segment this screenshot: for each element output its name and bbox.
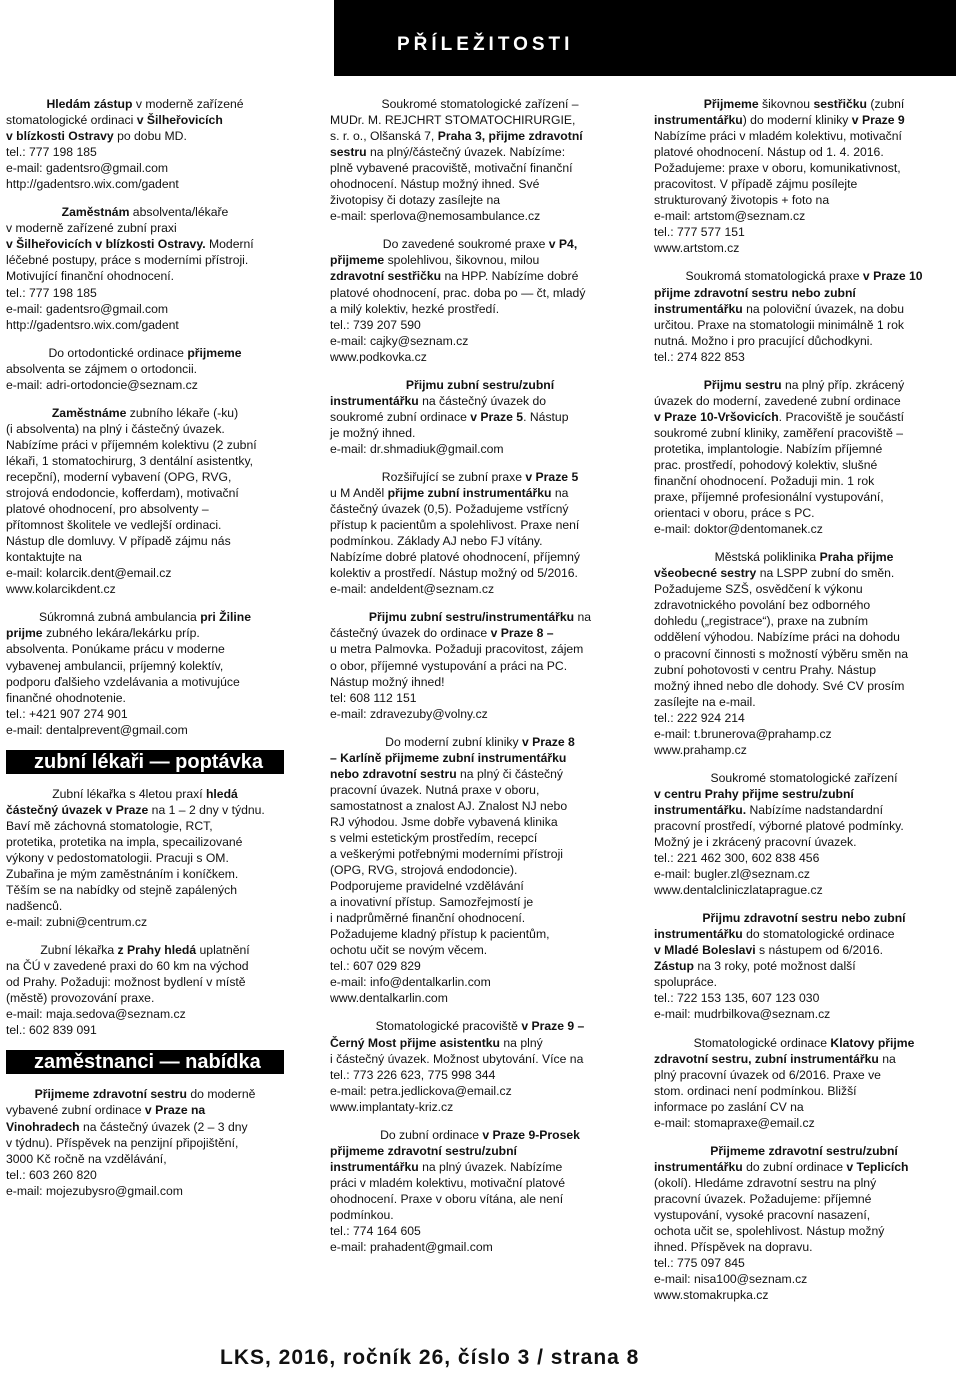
email-link[interactable]: e-mail: mojezubysro@gmail.com [6, 1183, 183, 1198]
ad-listing: Soukromá stomatologická praxe v Praze 10 přijme zdravotní sestru nebo zubní instrumentářku na poloviční úvazek, na dobu určitou. Praxe na stomatologii minimálně 1 rok nutná. Možno i pro pracující důchodkyni. tel.: 274 822 853 [654, 269, 923, 364]
ad-listing: Stomatologické ordinace Klatovy přijme zdravotní sestru, zubní instrumentářku na plný pracovní úvazek od 6/2016. Praxe ve stom. ordinaci není podmínkou. Bližší informace po zaslání CV na e-mail: stomapraxe@email.cz [654, 1035, 915, 1130]
web-link[interactable]: http://gadentsro.wix.com/gadent [6, 177, 179, 192]
email-link[interactable]: e-mail: andeldent@seznam.cz [330, 582, 495, 597]
ad-listing: Zaměstnáme zubního lékaře (-ku) (i absolventa) na plný i částečný úvazek. Nabízíme práci v příjemném kolektivu (2 zubní lékaři, 1 stomatochirurg, 3 dentální asistentky, recepční), moderní vybavení (OPG, RVG, strojová endodoncie, kofferdam), motivační platové ohodnocení, pro absolventy – přítomnost školitele ve vedlejší ordinaci. Nástup dle domluvy. V případě zájmu nás kontaktujte na e-mail: kolarcik.dent@email.cz www.kolarcikdent.cz [6, 405, 257, 597]
email-link[interactable]: e-mail: cajky@seznam.cz [330, 333, 469, 348]
email-link[interactable]: e-mail: prahadent@gmail.com [330, 1240, 493, 1255]
section-heading: zubní lékaři — poptávka [6, 750, 284, 774]
column-2 [330, 96, 630, 1267]
web-link[interactable]: www.dentalcliniczlataprague.cz [654, 883, 823, 898]
ad-listing: Přijmu sestru na plný příp. zkrácený úvazek do moderní, zavedené zubní ordinace v Praze 10-Vršovicích. Pracoviště je součástí soukromé zubní kliniky, zaměření pracoviště – protetika, implantologie. Nabízím příjemné prac. prostředí, pohodový kolektiv, slušné finanční ohodnocení. Požaduji min. 1 rok praxe, příjemné profesionální vystupování, orientaci v oboru, práce s PC. e-mail: doktor@dentomanek.cz [654, 377, 905, 537]
web-link[interactable]: www.stomakrupka.cz [654, 1288, 769, 1303]
ad-listing: Rozšiřující se zubní praxe v Praze 5 u M Anděl přijme zubní instrumentářku na částečný úvazek (0,5). Požadujeme vstřícný přístup k pacientům a spolehlivost. Praxe není podmínkou. Základy AJ nebo FJ vítány. Nabízíme dobré platové ohodnocení, příjemný kolektiv a prostředí. Nástup možný od 5/2016. e-mail: andeldent@seznam.cz [330, 469, 580, 597]
ad-listing: Přijmeme zdravotní sestru do moderně vybavené zubní ordinace v Praze na Vinohradech na částečný úvazek (2 – 3 dny v týdnu). Příspěvek na penzijní připojištění, 3000 Kč ročně na vzdělávání, tel.: 603 260 820 e-mail: mojezubysro@gmail.com [6, 1087, 256, 1198]
ad-listing: Hledám zástup v moderně zařízené stomatologické ordinaci v Šilheřovicích v blízkosti Ostravy po dobu MD. tel.: 777 198 185 e-mail: gadentsro@gmail.com http://gadentsro.wix.com/gadent [6, 97, 244, 192]
ad-listing: Zubní lékařka s 4letou praxí hledá částečný úvazek v Praze na 1 – 2 dny v týdnu. Baví mě záchovná stomatologie, RCT, protetika, protetika na impla, specailizované výkony v pedostomatologii. Pracuji s OM. Zubařina je mým zaměstnáním i koníčkem. Těším se na nabídky od stejně zapálených nadšenců. e-mail: zubni@centrum.cz [6, 786, 265, 930]
page-title: PŘÍLEŽITOSTI [397, 34, 574, 55]
ad-listing: Přijmu zubní sestru/instrumentářku na částečný úvazek do ordinace v Praze 8 – u metra Palmovka. Požaduji pracovitost, zájem o obor, příjemné vystupování a práci na PC. Nástup možný ihned! tel: 608 112 151 e-mail: zdravezuby@volny.cz [330, 610, 592, 721]
email-link[interactable]: e-mail: petra.jedlickova@email.cz [330, 1083, 512, 1098]
column-1 [6, 96, 284, 1211]
email-link[interactable]: e-mail: doktor@dentomanek.cz [654, 522, 823, 537]
web-link[interactable]: www.artstom.cz [654, 241, 740, 256]
email-link[interactable]: e-mail: dr.shmadiuk@gmail.com [330, 441, 504, 456]
email-link[interactable]: e-mail: nisa100@seznam.cz [654, 1272, 808, 1287]
email-link[interactable]: e-mail: stomapraxe@email.cz [654, 1115, 815, 1130]
column-3 [654, 96, 954, 1315]
web-link[interactable]: www.implantaty-kriz.cz [330, 1099, 454, 1114]
email-link[interactable]: e-mail: maja.sedova@seznam.cz [6, 1007, 186, 1022]
email-link[interactable]: e-mail: dentalprevent@gmail.com [6, 722, 188, 737]
ad-listing: Soukromé stomatologické zařízení v centru Prahy přijme sestru/zubní instrumentářku. Nabízíme nadstandardní pracovní prostředí, výborné platové podmínky. Možný je i zkrácený pracovní úvazek. tel.: 221 462 300, 602 838 456 e-mail: bugler.zl@seznam.cz www.dentalcliniczlataprague.cz [654, 770, 904, 898]
ad-listing: Do zavedené soukromé praxe v P4, přijmeme spolehlivou, šikovnou, milou zdravotní sestřičku na HPP. Nabízíme dobré platové ohodnocení, prac. doba po — čt, mladý a milý kolektiv, hezké prostředí. tel.: 739 207 590 e-mail: cajky@seznam.cz www.podkovka.cz [330, 237, 586, 364]
ad-listing: Soukromé stomatologické zařízení – MUDr. M. REJCHRT STOMATOCHIRURGIE, s. r. o., Olšanská 7, Praha 3, přijme zdravotní sestru na plný/částečný úvazek. Nabízíme: plně vybavené pracoviště, motivační finanční ohodnocení. Nástup možný ihned. Své životopisy či dotazy zasílejte na e-mail: sperlova@nemosambulance.cz [330, 97, 583, 224]
ad-listing: Městská poliklinika Praha přijme všeobecné sestry na LSPP zubní do směn. Požadujeme SZŠ, osvědčení k výkonu zdravotnického povolání bez odborného dohledu („registrace“), praxe na zubním oddělení výhodou. Nabízíme práci na dohodu o pracovní činnosti s možností výběru směn na zubní pohotovosti v centru Prahy. Nástup možný ihned nebo dle dohody. Své CV prosím zasílejte na e-mail. tel.: 222 924 214 e-mail: t.brunerova@prahamp.cz www.prahamp.cz [654, 550, 909, 757]
email-link[interactable]: e-mail: kolarcik.dent@email.cz [6, 566, 172, 581]
ad-listing: Súkromná zubná ambulancia pri Žiline prijme zubného lekára/lekárku príp. absolventa. Ponúkame prácu v moderne vybavenej ambulancii, príjemný kolektív, podporu ďalšieho vzdelávania a motivujúce finančné ohodnotenie. tel.: +421 907 274 901 e-mail: dentalprevent@gmail.com [6, 610, 252, 737]
ad-listing: Přijmeme zdravotní sestru/zubní instrumentářku do zubní ordinace v Teplicích (okolí). Hledáme zdravotní sestru na plný pracovní úvazek. Požadujeme: příjemné vystupování, vysoké pracovní nasazení, ochota učit se, spolehlivost. Nástup možný ihned. Příspěvek na dopravu. tel.: 775 097 845 e-mail: nisa100@seznam.cz www.stomakrupka.cz [654, 1143, 909, 1303]
ad-listing: Do ortodontické ordinace přijmeme absolventa se zájmem o ortodoncii. e-mail: adri-ortodoncie@seznam.cz [6, 345, 242, 392]
ad-listing: Přijmu zdravotní sestru nebo zubní instrumentářku do stomatologické ordinace v Mladé Boleslavi s nástupem od 6/2016. Zástup na 3 roky, poté možnost další spolupráce. tel.: 722 153 135, 607 123 030 e-mail: mudrbilkova@seznam.cz [654, 911, 906, 1022]
page-footer: LKS, 2016, ročník 26, číslo 3 / strana 8 [220, 1346, 640, 1369]
ad-listing: Zaměstnám absolventa/lékaře v moderně zařízené zubní praxi v Šilheřovicích v blízkosti Ostravy. Moderní léčebné postupy, práce s moderními přístroji. Motivující finanční ohodnocení. tel.: 777 198 185 e-mail: gadentsro@gmail.com http://gadentsro.wix.com/gadent [6, 205, 254, 332]
email-link[interactable]: e-mail: gadentsro@gmail.com [6, 161, 169, 176]
email-link[interactable]: e-mail: zdravezuby@volny.cz [330, 706, 488, 721]
web-link[interactable]: www.podkovka.cz [330, 349, 427, 364]
email-link[interactable]: e-mail: t.brunerova@prahamp.cz [654, 726, 832, 741]
web-link[interactable]: http://gadentsro.wix.com/gadent [6, 317, 179, 332]
ad-listing: Do zubní ordinace v Praze 9-Prosek přijmeme zdravotní sestru/zubní instrumentářku na plný úvazek. Nabízíme práci v mladém kolektivu, motivační platové ohodnocení. Praxe v oboru vítána, ale není podmínkou. tel.: 774 164 605 e-mail: prahadent@gmail.com [330, 1127, 580, 1255]
web-link[interactable]: www.kolarcikdent.cz [6, 582, 116, 597]
email-link[interactable]: e-mail: zubni@centrum.cz [6, 915, 148, 930]
email-link[interactable]: e-mail: mudrbilkova@seznam.cz [654, 1007, 831, 1022]
email-link[interactable]: e-mail: bugler.zl@seznam.cz [654, 867, 810, 882]
ad-listing: Přijmu zubní sestru/zubní instrumentářku na částečný úvazek do soukromé zubní ordinace v Praze 5. Nástup je možný ihned. e-mail: dr.shmadiuk@gmail.com [330, 377, 569, 456]
section-heading: zaměstnanci — nabídka [6, 1050, 284, 1074]
email-link[interactable]: e-mail: adri-ortodoncie@seznam.cz [6, 377, 198, 392]
email-link[interactable]: e-mail: info@dentalkarlin.com [330, 975, 491, 990]
email-link[interactable]: e-mail: artstom@seznam.cz [654, 209, 806, 224]
web-link[interactable]: www.prahamp.cz [654, 742, 747, 757]
ad-listing: Zubní lékařka z Prahy hledá uplatnění na ČÚ v zavedené praxi do 60 km na východ od Prahy. Požaduji: možnost bydlení v místě (městě) provozování praxe. e-mail: maja.sedova@seznam.cz tel.: 602 839 091 [6, 943, 250, 1038]
ad-listing: Přijmeme šikovnou sestřičku (zubní instrumentářku) do moderní kliniky v Praze 9 Nabízíme práci v mladém kolektivu, motivační platové ohodnocení. Nástup od 1. 4. 2016. Požadujeme: praxe v oboru, komunikativnost, pracovitost. V případě zájmu posílejte strukturovaný životopis + foto na e-mail: artstom@seznam.cz tel.: 777 577 151 www.artstom.cz [654, 97, 905, 256]
ad-listing: Stomatologické pracoviště v Praze 9 – Černý Most přijme asistentku na plný i částečný úvazek. Možnost ubytování. Více na tel.: 773 226 623, 775 998 344 e-mail: petra.jedlickova@email.cz www.implantaty-kriz.cz [330, 1019, 585, 1114]
ad-listing: Do moderní zubní kliniky v Praze 8 – Karlíně přijmeme zubní instrumentářku nebo zdravotní sestru na plný či částečný pracovní úvazek. Nutná praxe v oboru, samostatnost a znalost AJ. Znalost NJ nebo RJ výhodou. Jsme dobře vybavená klinika s velmi estetickým prostředím, recepcí a veškerými potřebnými moderními přístroji (OPG, RVG, strojová endodoncie). Podporujeme pravidelné vzdělávání a inovativní přístup. Samozřejmostí je i nadprůměrné finanční ohodnocení. Požadujeme kladný přístup k pacientům, ochotu učit se novým věcem. tel.: 607 029 829 e-mail: info@dentalkarlin.com www.dentalkarlin.com [330, 734, 575, 1006]
email-link[interactable]: e-mail: sperlova@nemosambulance.cz [330, 209, 541, 224]
email-link[interactable]: e-mail: gadentsro@gmail.com [6, 301, 169, 316]
web-link[interactable]: www.dentalkarlin.com [330, 991, 448, 1006]
